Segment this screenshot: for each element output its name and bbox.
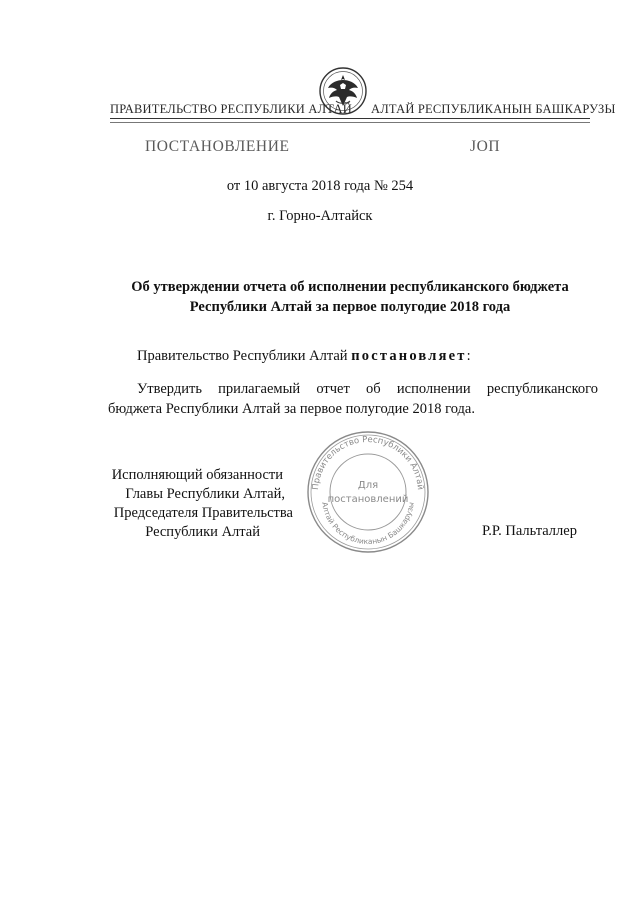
resolution-paragraph-line-2: бюджета Республики Алтай за первое полугодие 2018 года. <box>108 401 475 417</box>
header-right-title: АЛТАЙ РЕСПУБЛИКАНЫН БАШКАРУЗЫ <box>371 102 616 116</box>
document-title <box>100 277 600 317</box>
signatory-name: Р.Р. Пальталлер <box>482 523 577 539</box>
city-line: г. Горно-Алтайск <box>267 208 373 224</box>
resolution-intro-end: : <box>466 348 471 364</box>
signature-line-4: Республики Алтай <box>145 524 260 540</box>
header-rule-thick <box>110 118 590 119</box>
date-number-line: от 10 августа 2018 года № 254 <box>226 178 414 194</box>
resolution-intro <box>137 346 471 366</box>
resolution-intro-text: Правительство Республики Алтай <box>137 348 352 364</box>
doc-type-right: ЈОП <box>470 138 501 155</box>
signature-line-2: Главы Республики Алтай, <box>125 486 285 502</box>
stamp-center-line-1: Для <box>357 480 379 491</box>
document-title-line-2: Республики Алтай за первое полугодие 2018 года <box>189 299 511 315</box>
signature-line-1: Исполняющий обязанности <box>111 467 283 483</box>
document-title-line-1: Об утверждении отчета об исполнении республиканского бюджета <box>131 279 569 295</box>
official-stamp <box>298 428 438 556</box>
stamp-ring-top-text: Правительство Республики Алтай <box>310 434 426 491</box>
resolution-paragraph-line-1: Утвердить прилагаемый отчет об исполнении республиканского <box>137 381 598 397</box>
header-rule-thin <box>110 122 590 123</box>
signature-line-3: Председателя Правительства <box>113 505 293 521</box>
stamp-center-line-2: постановлений <box>327 494 409 505</box>
doc-type-left: ПОСТАНОВЛЕНИЕ <box>145 138 290 155</box>
resolution-keyword: постановляет <box>351 348 467 364</box>
stamp-ring-bottom-text: Алтай Республиканын Башкарузы <box>320 501 416 547</box>
header-left-title: ПРАВИТЕЛЬСТВО РЕСПУБЛИКИ АЛТАЙ <box>110 102 352 116</box>
